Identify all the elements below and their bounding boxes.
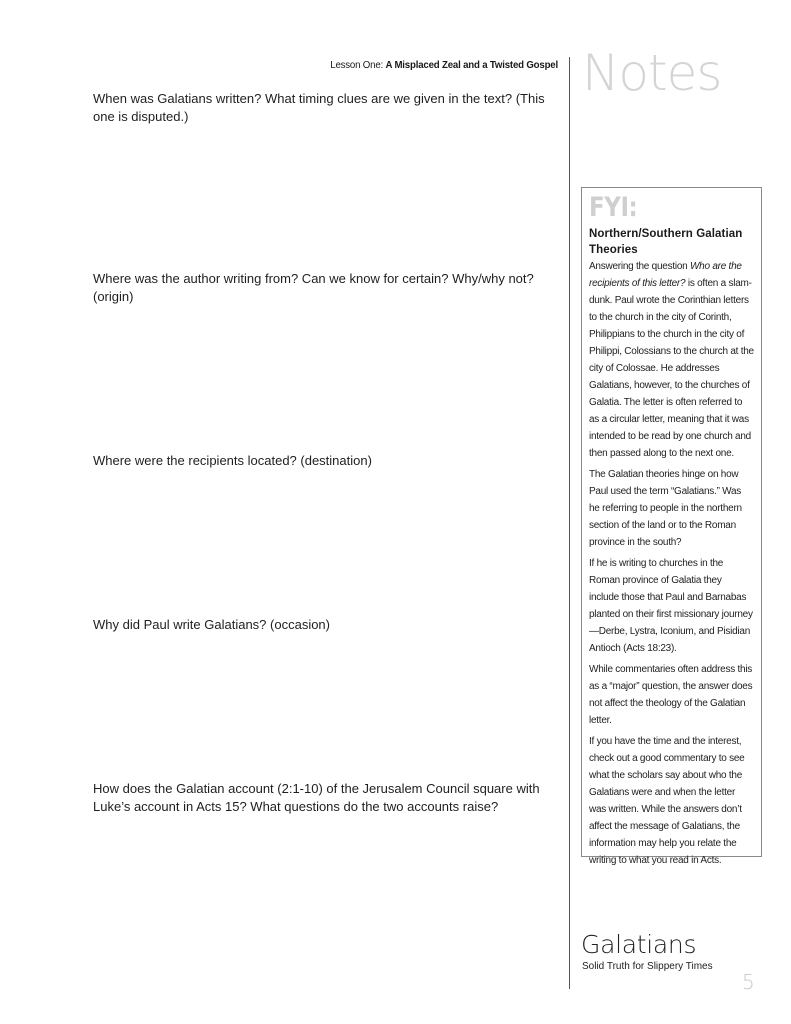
fyi-heading: Northern/Southern Galatian Theories (589, 228, 743, 256)
column-divider (569, 57, 570, 989)
fyi-paragraph: If you have the time and the interest, check out a good commentary to see what the scholars say about who the Galatians were and when the letter was written. While the answers don’t affect the message of Galatians, the information may help you relate the writing to what you read in Acts. (589, 736, 745, 866)
book-subtitle: Solid Truth for Slippery Times (582, 961, 713, 972)
fyi-sidebar-box (581, 187, 762, 866)
question-origin: Where was the author writing from? Can we know for certain? Why/why not? (origin) (93, 271, 534, 304)
question-destination: Where were the recipients located? (destination) (93, 453, 372, 468)
fyi-paragraph (589, 258, 754, 462)
fyi-paragraph: While commentaries often address this as a “major” question, the answer does not affect the theology of the Galatian letter. (589, 664, 753, 726)
fyi-label: FYI: (589, 192, 638, 223)
lesson-title: A Misplaced Zeal and a Twisted Gospel (385, 59, 558, 71)
fyi-paragraph: The Galatian theories hinge on how Paul used the term “Galatians.” Was he referring to people in the northern section of the land or to the Roman province in the south? (589, 469, 742, 548)
fyi-paragraph: If he is writing to churches in the Roman province of Galatia they include those that Paul and Barnabas planted on their first missionary journey—Derbe, Lystra, Iconium, and Pisidian Antioch (Acts 18:23). (589, 558, 753, 654)
page-number: 5 (742, 970, 755, 994)
fyi-para1-rest: is often a slam-dunk. Paul wrote the Corinthian letters to the church in the city of Corinth, Philippians to the church in the city of Philippi, Colossians to the church at the city of Colossae. He addresses Galatians, however, to the churches of Galatia. The letter is often referred to as a circular letter, meaning that it was intended to be read by one church and then passed along to the next one. (589, 278, 754, 459)
question-jerusalem-council: How does the Galatian account (2:1-10) of the Jerusalem Council square with Luke’s account in Acts 15? What questions do the two accounts raise? (93, 781, 540, 814)
question-occasion: Why did Paul write Galatians? (occasion) (93, 617, 330, 632)
lesson-header (321, 59, 558, 71)
question-timing: When was Galatians written? What timing clues are we given in the text? (This one is disputed.) (93, 91, 545, 124)
book-title: Galatians (581, 930, 697, 959)
fyi-para1-italic: Who are the recipients of this letter? (589, 261, 742, 289)
notes-heading: Notes (582, 44, 722, 102)
fyi-para1-lead: Answering the question (589, 261, 690, 272)
lesson-prefix: Lesson One: (330, 59, 384, 71)
